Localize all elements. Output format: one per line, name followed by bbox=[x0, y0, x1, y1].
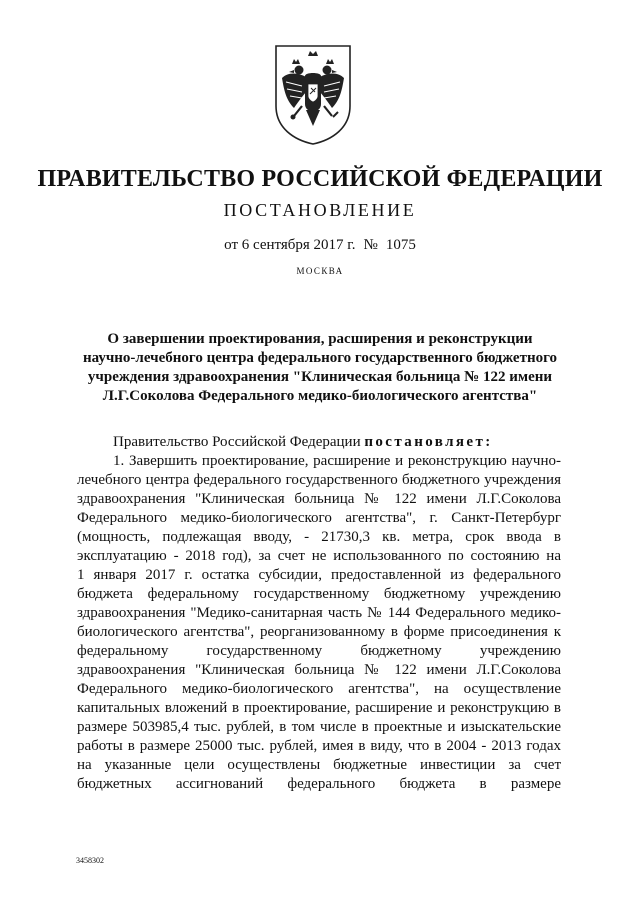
body-line: размере 503985,4 тыс. рублей, в том числе в проектные и изыскательские bbox=[77, 719, 561, 735]
body-line: 1 января 2017 г. остатка субсидии, предоставленной из федерального bbox=[77, 567, 561, 583]
intro-spaced-word: постановляет: bbox=[364, 434, 493, 450]
decree-title bbox=[80, 330, 560, 406]
document-code: 3458302 bbox=[76, 856, 104, 865]
decree-body bbox=[77, 433, 561, 794]
title-line: учреждения здравоохранения "Клиническая больница № 122 имени bbox=[87, 369, 553, 385]
title-line: научно-лечебного центра федерального государственного бюджетного bbox=[82, 350, 558, 366]
body-line: 1. Завершить проектирование, расширение и реконструкцию научно- bbox=[113, 453, 561, 469]
decree-heading: ПОСТАНОВЛЕНИЕ bbox=[223, 200, 417, 220]
government-title: ПРАВИТЕЛЬСТВО РОССИЙСКОЙ ФЕДЕРАЦИИ bbox=[37, 166, 603, 192]
body-line: здравоохранения "Клиническая больница № 122 имени Л.Г.Соколова bbox=[77, 491, 561, 507]
decree-number: 1075 bbox=[385, 237, 416, 253]
body-line: здравоохранения "Клиническая больница № 122 имени Л.Г.Соколова bbox=[77, 662, 561, 678]
decree-date: от 6 сентября 2017 г. bbox=[224, 237, 356, 253]
body-line: на указанные цели осуществлены бюджетные инвестиции за счет bbox=[77, 757, 561, 773]
intro-text: Правительство Российской Федерации bbox=[113, 434, 361, 450]
body-line: лечебного центра федерального государственного бюджетного учреждения bbox=[77, 472, 561, 488]
city: МОСКВА bbox=[296, 266, 344, 276]
body-line: Федерального медико-биологического агентства", г. Санкт-Петербург bbox=[77, 510, 561, 526]
body-line: биологического агентства", реорганизованному в форме присоединения к bbox=[77, 624, 561, 640]
intro-line bbox=[77, 433, 561, 452]
number-sign: № bbox=[363, 237, 378, 253]
body-line: бюджетных ассигнований федерального бюджета в размере bbox=[77, 776, 561, 792]
body-line: федеральному государственному бюджетному учреждению bbox=[77, 643, 561, 659]
body-line: капитальных вложений в проектирование, расширение и реконструкцию в bbox=[77, 700, 561, 716]
title-line: О завершении проектирования, расширения и реконструкции bbox=[107, 331, 533, 347]
body-line: эксплуатацию - 2018 год), за счет не использованного по состоянию на bbox=[77, 548, 561, 564]
body-line: (мощность, подлежащая вводу, - 21730,3 кв. метра, срок ввода в bbox=[77, 529, 561, 545]
title-line: Л.Г.Соколова Федерального медико-биологического агентства" bbox=[102, 388, 538, 404]
body-line: здравоохранения "Медико-санитарная часть № 144 Федерального медико- bbox=[77, 605, 561, 621]
date-line bbox=[0, 237, 640, 254]
body-line: бюджета федеральному государственному бюджетному учреждению bbox=[77, 586, 561, 602]
body-line: работы в размере 25000 тыс. рублей, имея в виду, что в 2004 - 2013 годах bbox=[77, 738, 561, 754]
body-line: Федерального медико-биологического агентства", на осуществление bbox=[77, 681, 561, 697]
double-headed-eagle-emblem-icon bbox=[272, 42, 354, 146]
